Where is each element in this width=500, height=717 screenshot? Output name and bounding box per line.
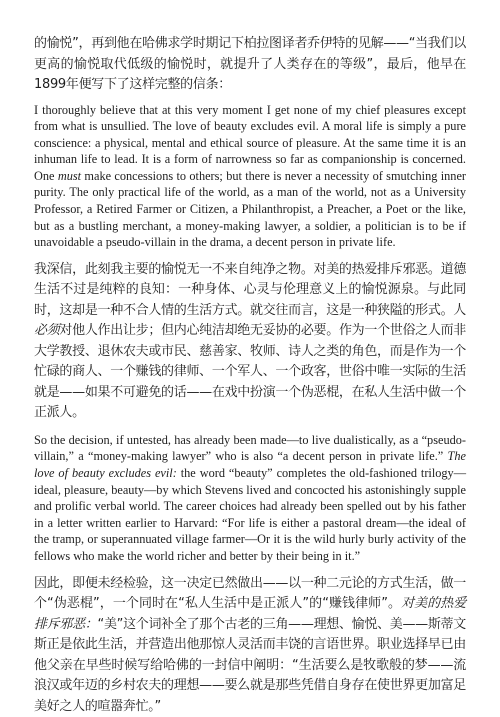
translation-text-part1: 我深信，此刻我主要的愉悦无一不来自纯净之物。对美的热爱排斥邪恶。道德生活不过是纯粹的良知：一种身体、心灵与伦理意义上的愉悦源泉。与此同时，这却是一种不合人情的生活方式。就交往而言，这是一种狭隘的形式。人: [34, 261, 466, 318]
commentary-text-part1: So the decision, if untested, has already been made—to live dualistically, as a “pseudo-villain,” a “money-making lawyer” who is also “a decent person in private life.”: [34, 432, 466, 464]
chinese-quote-translation: [34, 260, 466, 424]
quote-emphasis-must: must: [57, 168, 82, 183]
commentary-emphasis: The love of beauty excludes evil:: [34, 449, 466, 481]
english-commentary-paragraph: [34, 432, 466, 565]
page-body: [34, 34, 466, 717]
chinese-paragraph-intro: [34, 34, 466, 96]
commentary-translation-emphasis: 对美的热爱排斥邪恶：: [34, 596, 466, 632]
translation-text-part2: 对他人作出让步；但内心纯洁却绝无妥协的必要。作为一个世俗之人而非大学教授、退休农夫或市民、慈善家、牧师、诗人之类的角色，而是作为一个忙碌的商人、一个赚钱的律师、一个军人、一个政客，世俗中唯一实际的生活就是——如果不可避免的话——在戏中扮演一个伪恶棍，在私人生活中做一个正派人。: [34, 323, 466, 421]
commentary-translation-part2: “美”这个词补全了那个古老的三角——理想、愉悦、美——斯蒂文斯正是依此生活，并营造出他那惊人灵活而丰饶的言语世界。职业选择早已由他父亲在早些时候写给哈佛的一封信中阐明：“生活要么是牧歌般的梦——流浪汉或年迈的乡村农夫的理想——要么就是那些凭借自身存在使世界更加富足美好之人的喧嚣奔忙。”: [34, 616, 466, 714]
commentary-text-part2: the word “beauty” completes the old-fashioned trilogy—ideal, pleasure, beauty—by which Stevens lived and concocted his astonishingly supple and prolific verbal world. The career choices had already been spelled out by his father in a letter written earlier to Harvard: “For life is either a pastoral dream—the ideal of the tramp, or superannuated village farmer—Or it is the wild hurly burly activity of the fellows who make the world richer and better by their being in it.”: [34, 466, 466, 563]
commentary-translation-part1: 因此，即便未经检验，这一决定已然做出——以一种二元论的方式生活，做一个“伪恶棍”，一个同时在“私人生活中是正派人”的“赚钱律师”。: [34, 575, 466, 612]
translation-emphasis: 必须: [34, 323, 60, 339]
english-quote-paragraph: [34, 102, 466, 251]
chinese-commentary-translation: [34, 574, 466, 717]
intro-text: 的愉悦”，再到他在哈佛求学时期记下柏拉图译者乔伊特的见解——“当我们以更高的愉悦取代低级的愉悦时，就提升了人类存在的等级”，最后，他早在1899年便写下了这样完整的信条：: [34, 36, 466, 92]
quote-text-part1: I thoroughly believe that at this very moment I get none of my chief pleasures except from what is unsullied. The love of beauty excludes evil. A moral life is simply a pure conscience: a physical, mental and ethical source of pleasure. At the same time it is an inhuman life to lead. It is a form of narrowness so far as companionship is concerned. One: [34, 102, 466, 183]
quote-text-part2: make concessions to others; but there is never a necessity of smutching inner purity. The only practical life of the world, as a man of the world, not as a University Professor, a Retired Farmer or Citizen, a Philanthropist, a Preacher, a Poet or the like, but as a bustling merchant, a money-making lawyer, a soldier, a politician is to be if unavoidable a pseudo-villain in the drama, a decent person in private life.: [34, 168, 467, 250]
